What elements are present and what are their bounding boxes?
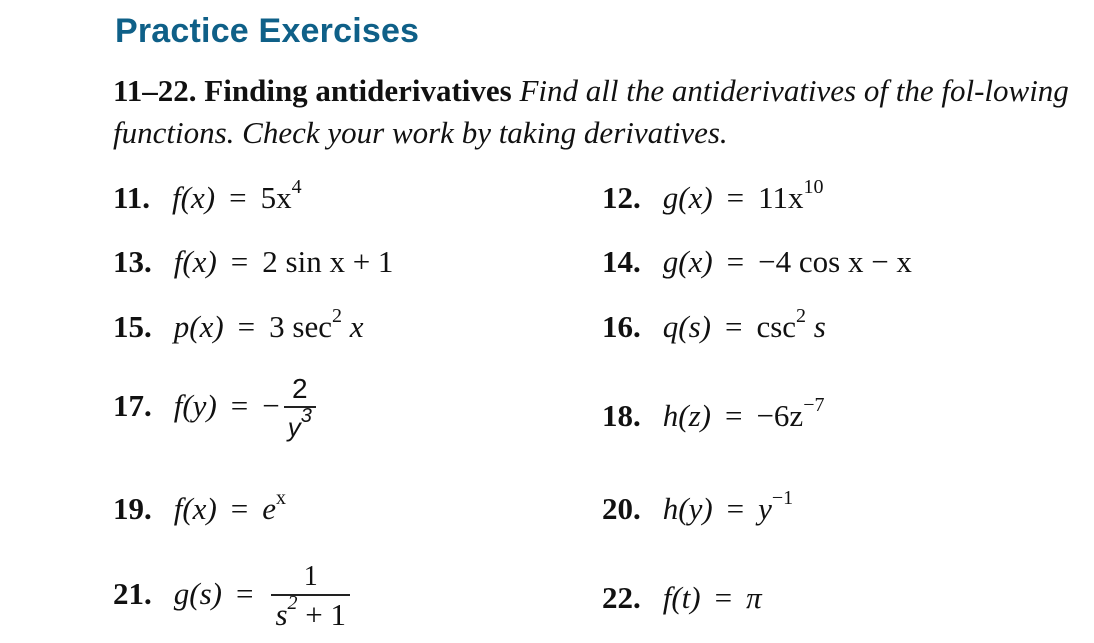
exercise-number: 12. xyxy=(602,180,641,215)
function-lhs: h(z) xyxy=(662,398,711,433)
equals-sign: = xyxy=(714,580,733,615)
denominator-exponent: 3 xyxy=(300,404,312,427)
rhs-exponent: −7 xyxy=(803,393,825,416)
denominator xyxy=(271,592,350,634)
denominator-base: y xyxy=(287,411,301,442)
rhs-variable: x xyxy=(341,309,364,344)
exercise-18 xyxy=(602,393,825,436)
rhs-exponent: 2 xyxy=(331,304,342,327)
rhs-base: −6z xyxy=(756,398,804,433)
function-rhs: π xyxy=(746,580,762,615)
function-rhs: −4 cos x − x xyxy=(758,244,912,279)
exercise-number: 15. xyxy=(113,309,152,344)
exercise-number: 18. xyxy=(602,398,641,433)
function-rhs xyxy=(756,304,826,344)
instructions-text: Find all the antiderivatives of the fol-lowing functions. Check your work by taking derivatives. xyxy=(113,73,1069,150)
function-rhs xyxy=(260,175,302,215)
equals-sign: = xyxy=(726,491,745,526)
exercise-16 xyxy=(602,304,826,347)
exercise-17 xyxy=(113,372,316,446)
exercise-number: 20. xyxy=(602,491,641,526)
exercise-21 xyxy=(113,560,350,634)
rhs-prefix: 3 sec xyxy=(269,309,332,344)
function-lhs: g(x) xyxy=(662,244,713,279)
exercise-number: 17. xyxy=(113,387,152,423)
equals-sign: = xyxy=(237,309,256,344)
rhs-exponent: x xyxy=(276,486,287,509)
function-rhs xyxy=(758,175,824,215)
exercise-number: 14. xyxy=(602,244,641,279)
exercise-12 xyxy=(602,175,824,218)
rhs-exponent: 2 xyxy=(796,304,807,327)
denominator-exponent: 2 xyxy=(287,592,298,615)
exercise-number: 13. xyxy=(113,244,152,279)
exercise-number: 22. xyxy=(602,580,641,615)
function-lhs: f(x) xyxy=(172,180,216,215)
function-lhs: g(x) xyxy=(662,180,713,215)
equals-sign: = xyxy=(230,387,249,423)
function-rhs: 2 sin x + 1 xyxy=(262,244,394,279)
rhs-base: 11x xyxy=(758,180,804,215)
exercise-number: 21. xyxy=(113,575,152,611)
equals-sign: = xyxy=(229,180,247,215)
exercise-20 xyxy=(602,486,794,529)
function-lhs: p(x) xyxy=(173,309,224,344)
function-rhs xyxy=(756,393,825,433)
function-rhs xyxy=(269,304,364,344)
exercise-number: 19. xyxy=(113,491,152,526)
exercise-number: 16. xyxy=(602,309,641,344)
rhs-exponent: −1 xyxy=(771,486,794,509)
rhs-base: e xyxy=(262,491,277,526)
function-lhs: f(x) xyxy=(173,491,217,526)
equals-sign: = xyxy=(726,180,745,215)
rhs-base: y xyxy=(758,491,772,526)
fraction xyxy=(284,372,316,446)
instructions xyxy=(113,70,1088,154)
function-lhs: g(s) xyxy=(173,575,222,611)
function-lhs: f(t) xyxy=(662,580,701,615)
numerator: 1 xyxy=(303,561,318,592)
numerator: 2 xyxy=(292,373,308,404)
exercise-15 xyxy=(113,304,364,347)
denominator-tail: + 1 xyxy=(297,596,347,632)
equals-sign: = xyxy=(230,244,249,279)
function-lhs: f(y) xyxy=(173,387,217,423)
exercise-19 xyxy=(113,486,287,529)
equals-sign: = xyxy=(724,398,743,433)
rhs-variable: s xyxy=(806,309,826,344)
exercise-13 xyxy=(113,242,393,282)
denominator-base: s xyxy=(275,596,288,632)
exercise-14 xyxy=(602,242,912,282)
function-lhs: f(x) xyxy=(173,244,217,279)
instructions-title: Finding antiderivatives xyxy=(204,73,512,108)
rhs-exponent: 10 xyxy=(803,175,824,198)
equals-sign: = xyxy=(726,244,745,279)
equals-sign: = xyxy=(230,491,249,526)
denominator xyxy=(284,404,316,446)
rhs-prefix: csc xyxy=(756,309,797,344)
function-rhs xyxy=(262,486,287,526)
fraction xyxy=(271,560,350,634)
rhs-base: 5x xyxy=(260,180,292,215)
exercise-22 xyxy=(602,578,762,618)
function-lhs: q(s) xyxy=(662,309,711,344)
function-lhs: h(y) xyxy=(662,491,713,526)
exercise-range: 11–22. xyxy=(113,73,197,108)
function-rhs xyxy=(758,486,794,526)
equals-sign: = xyxy=(724,309,743,344)
exercise-11 xyxy=(113,175,302,218)
exercise-number: 11. xyxy=(113,180,151,215)
rhs-exponent: 4 xyxy=(291,175,302,198)
minus-sign: − xyxy=(262,387,280,423)
equals-sign: = xyxy=(235,575,254,611)
section-heading: Practice Exercises xyxy=(115,12,420,50)
